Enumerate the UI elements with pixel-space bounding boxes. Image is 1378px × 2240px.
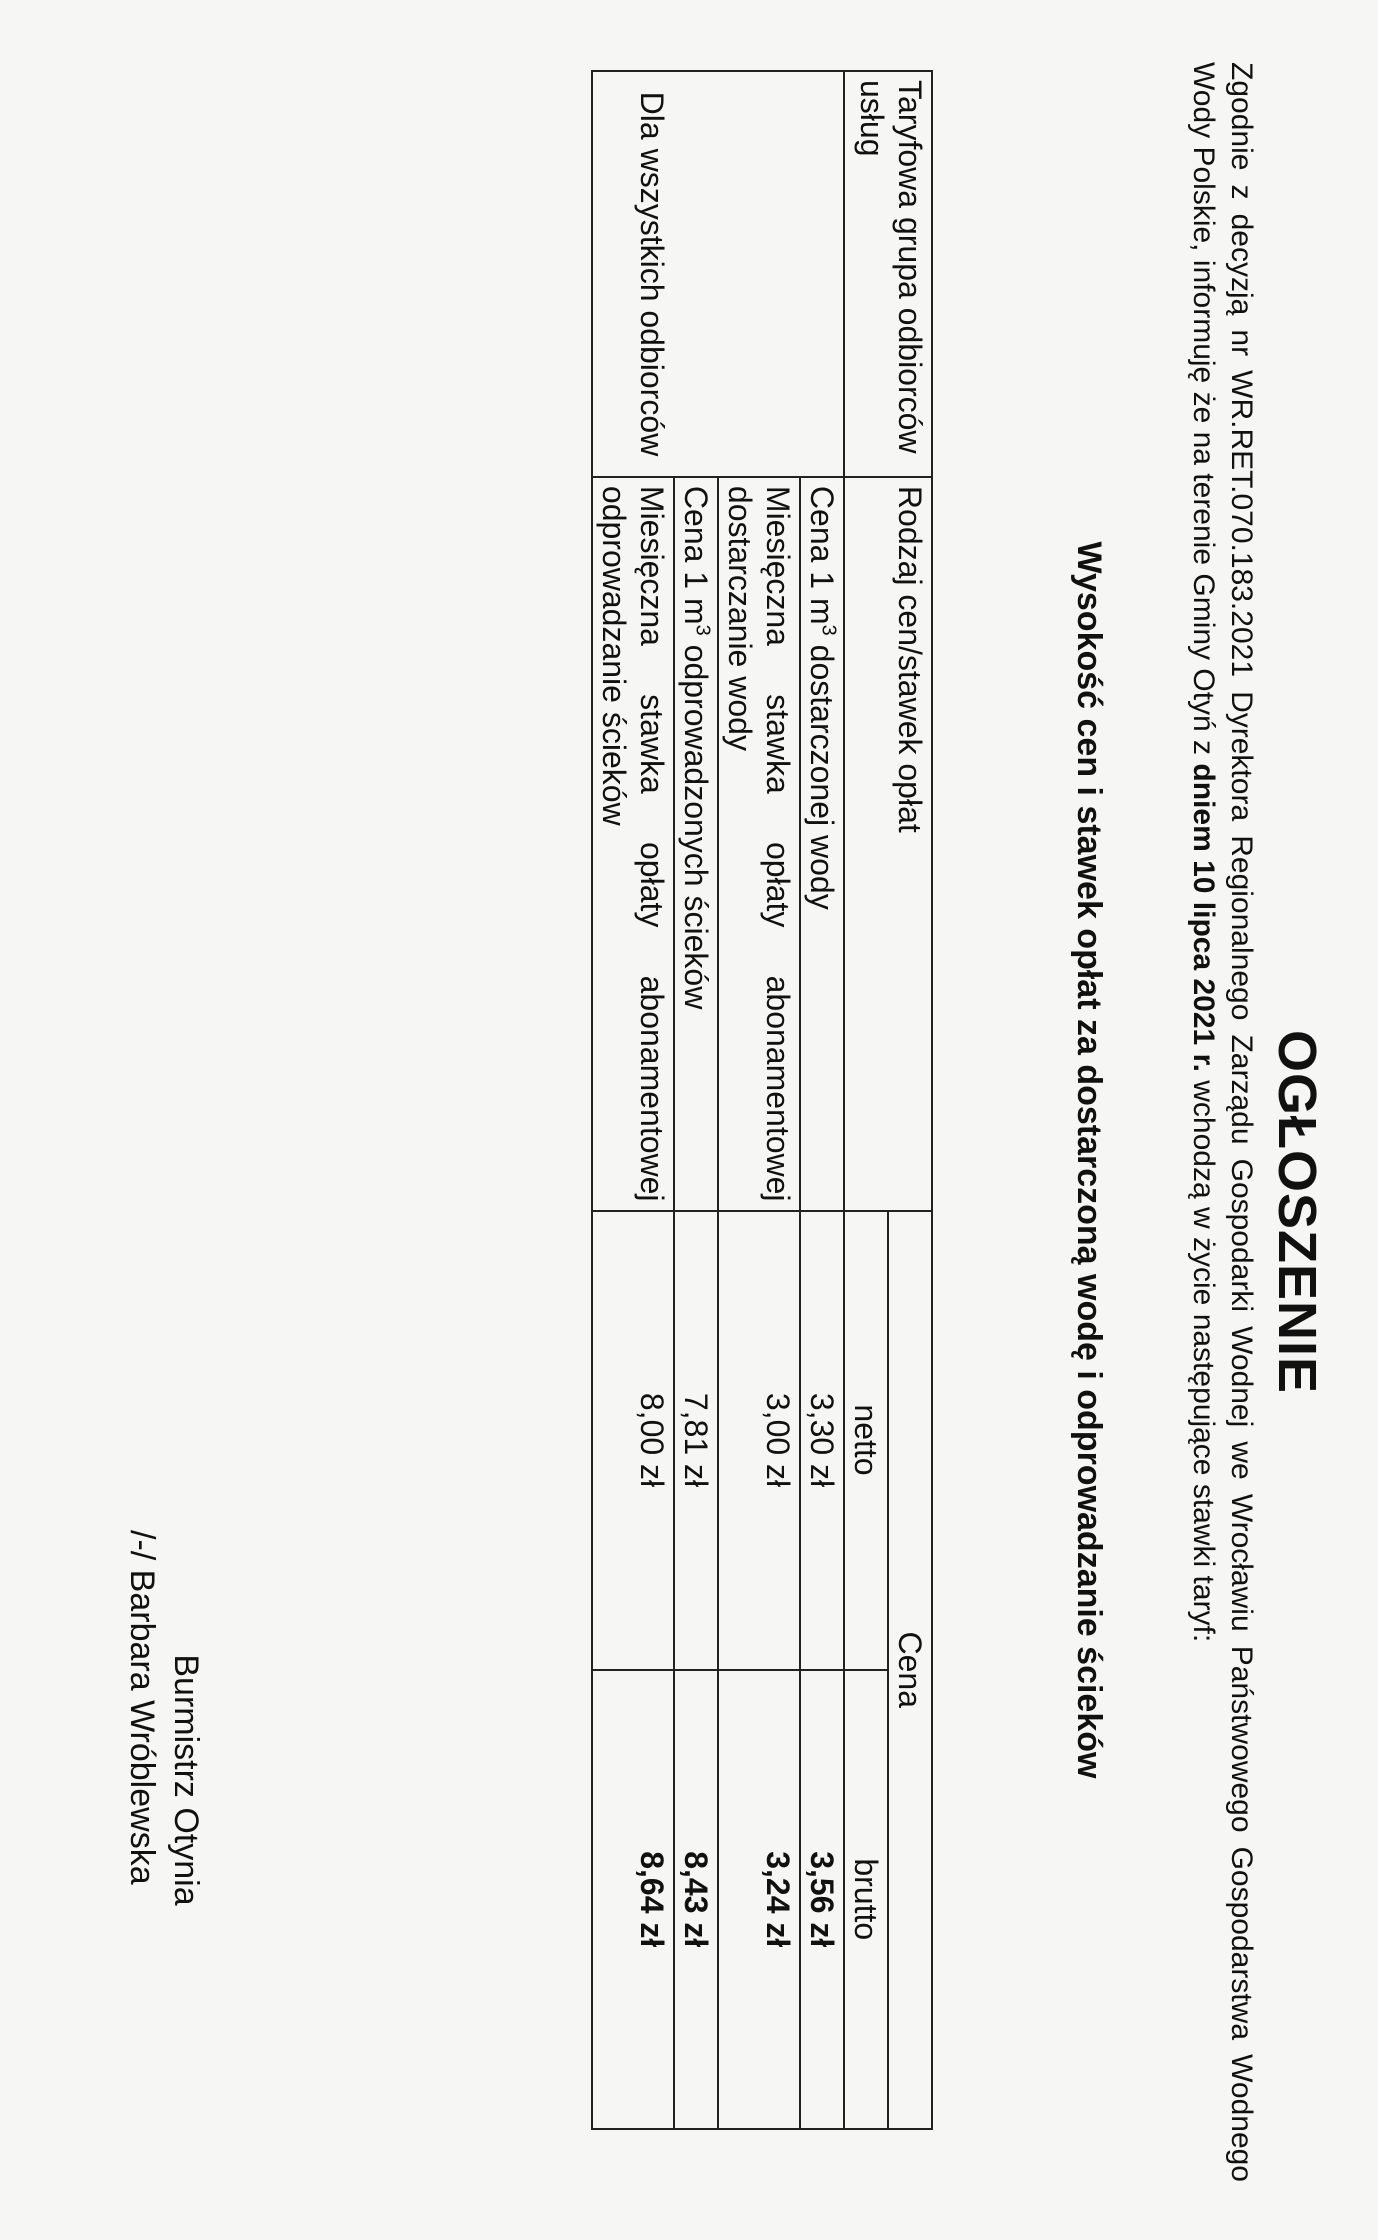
row-net: 8,00 zł: [592, 1211, 674, 1670]
row-net: 3,00 zł: [718, 1211, 800, 1670]
signature-role: Burmistrz Otynia: [167, 1654, 205, 1906]
row-type: Cena 1 $m^3$ odprowadzonych ścieków: [674, 477, 718, 1211]
signature-name: /-/ Barbara Wróblewska: [123, 1530, 161, 1885]
intro-suffix: wchodzą w życie następujące stawki taryf:: [1187, 1080, 1220, 1643]
row-gross: 8,43 zł: [674, 1670, 718, 2130]
group-all-label: Dla wszystkich odbiorców: [634, 91, 670, 457]
group-all-customers: [592, 71, 844, 477]
table-row: [800, 71, 844, 2129]
row-gross: 3,56 zł: [800, 1670, 844, 2130]
effective-date: dniem 10 lipca 2021 r.: [1187, 763, 1220, 1072]
table-header-row: [888, 71, 932, 2129]
tariff-subtitle: Wysokość cen i stawek opłat za dostarczoną wodę i odprowadzanie ścieków: [1070, 541, 1108, 1779]
row-type: Cena 1 $m^3$ dostarczonej wody: [800, 477, 844, 1211]
row-type: Miesięczna stawka opłaty abonamentowej odprowadzanie ścieków: [592, 477, 674, 1211]
row-net: 3,30 zł: [800, 1211, 844, 1670]
row-gross: 8,64 zł: [592, 1670, 674, 2130]
row-type: Miesięczna stawka opłaty abonamentowej dostarczanie wody: [718, 477, 800, 1211]
row-net: 7,81 zł: [674, 1211, 718, 1670]
header-net: netto: [844, 1211, 888, 1670]
header-type: Rodzaj cen/stawek opłat: [844, 477, 932, 1211]
header-group: Taryfowa grupa odbiorców usług: [844, 71, 932, 477]
tariff-table: [591, 70, 933, 2130]
notice-title: OGŁOSZENIE: [1267, 1030, 1327, 1395]
row-gross: 3,24 zł: [718, 1670, 800, 2130]
notice-intro: [1184, 62, 1260, 2182]
header-gross: brutto: [844, 1670, 888, 2130]
intro-text: Zgodnie z decyzją nr WR.RET.070.183.2021 Dyrektora Regionalnego Zarządu Gospodarki Wodnej we Wrocławiu Państwowego Gospodarstwa Wodnego Wody Polskie, informuję że na terenie Gminy Otyń z: [1187, 62, 1258, 2182]
signature-block: [120, 1520, 208, 2040]
header-price: Cena: [888, 1211, 932, 2129]
